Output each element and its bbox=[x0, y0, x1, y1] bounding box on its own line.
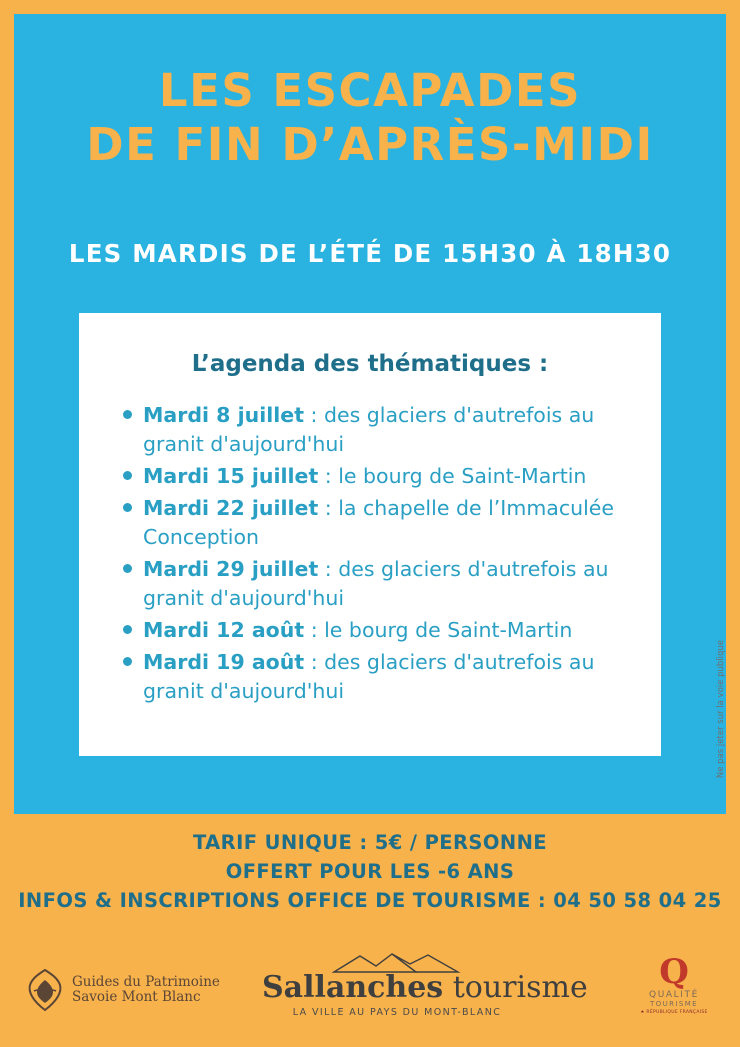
agenda-day: Mardi 8 juillet bbox=[143, 403, 304, 427]
logo-row bbox=[0, 950, 740, 1030]
agenda-day: Mardi 29 juillet bbox=[143, 557, 319, 581]
agenda-list bbox=[79, 401, 661, 706]
quality-q-icon: Q bbox=[659, 952, 689, 992]
guides-emblem-icon bbox=[24, 967, 66, 1013]
price-block bbox=[0, 828, 740, 915]
agenda-desc: : des glaciers d'autrefois au granit d'aujourd'hui bbox=[143, 557, 609, 610]
poster-title-line-1: LES ESCAPADES bbox=[158, 64, 582, 117]
agenda-day: Mardi 15 juillet bbox=[143, 464, 319, 488]
price-line-1: TARIF UNIQUE : 5€ / PERSONNE bbox=[192, 831, 548, 854]
agenda-desc: : le bourg de Saint-Martin bbox=[304, 618, 573, 642]
poster-subtitle: LES MARDIS DE L’ÉTÉ DE 15H30 À 18H30 bbox=[68, 239, 672, 268]
agenda-day: Mardi 22 juillet bbox=[143, 496, 319, 520]
list-item bbox=[109, 494, 621, 552]
list-item bbox=[109, 648, 621, 706]
sallanches-name-light: tourisme bbox=[443, 970, 588, 1005]
logo-guides-patrimoine bbox=[24, 960, 224, 1020]
quality-line-3: ★ RÉPUBLIQUE FRANÇAISE bbox=[640, 1010, 708, 1015]
sallanches-name-bold: Sallanches bbox=[262, 970, 444, 1005]
quality-line-1: QUALITÉ bbox=[649, 990, 699, 1000]
list-item bbox=[109, 401, 621, 459]
guides-text bbox=[72, 975, 220, 1005]
guides-line-1: Guides du Patrimoine bbox=[72, 974, 220, 990]
sallanches-tagline: LA VILLE AU PAYS DU MONT-BLANC bbox=[292, 1007, 502, 1018]
bullet-icon bbox=[123, 625, 132, 634]
agenda-card-title: L’agenda des thématiques : bbox=[191, 351, 549, 377]
agenda-day: Mardi 12 août bbox=[143, 618, 305, 642]
logo-qualite-tourisme bbox=[628, 952, 720, 1015]
bullet-icon bbox=[123, 503, 132, 512]
blue-panel bbox=[14, 14, 726, 814]
sallanches-name bbox=[262, 970, 588, 1005]
bullet-icon bbox=[123, 657, 132, 666]
poster-title-line-2: DE FIN D’APRÈS-MIDI bbox=[86, 118, 654, 171]
quality-line-2: TOURISME bbox=[650, 1000, 698, 1008]
list-item bbox=[109, 616, 621, 645]
agenda-desc: : le bourg de Saint-Martin bbox=[318, 464, 587, 488]
list-item bbox=[109, 462, 621, 491]
title-block bbox=[14, 64, 726, 172]
agenda-day: Mardi 19 août bbox=[143, 650, 305, 674]
bullet-icon bbox=[123, 410, 132, 419]
agenda-desc: : des glaciers d'autrefois au granit d'aujourd'hui bbox=[143, 403, 595, 456]
list-item bbox=[109, 555, 621, 613]
bullet-icon bbox=[123, 471, 132, 480]
bullet-icon bbox=[123, 564, 132, 573]
agenda-desc: : des glaciers d'autrefois au granit d'aujourd'hui bbox=[143, 650, 595, 703]
agenda-card bbox=[79, 313, 661, 756]
contact-line: INFOS & INSCRIPTIONS OFFICE DE TOURISME : 04 50 58 04 25 bbox=[18, 889, 722, 912]
agenda-desc: : la chapelle de l’Immaculée Conception bbox=[143, 496, 615, 549]
price-line-2: OFFERT POUR LES -6 ANS bbox=[225, 860, 515, 883]
legal-side-note: Ne pas jeter sur la voie publique bbox=[716, 640, 726, 779]
logo-sallanches-tourisme bbox=[262, 952, 588, 1018]
guides-line-2: Savoie Mont Blanc bbox=[72, 989, 201, 1005]
